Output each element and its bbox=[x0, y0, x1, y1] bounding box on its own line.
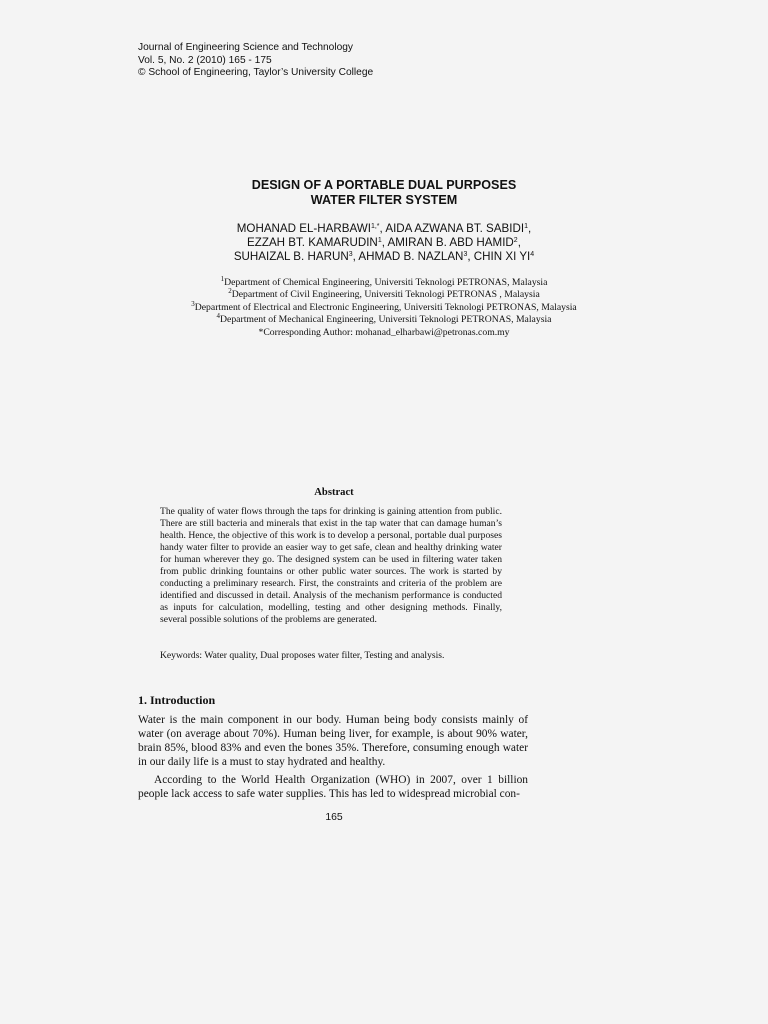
affiliation-text: Department of Mechanical Engineering, Universiti Teknologi PETRONAS, Malaysia bbox=[220, 314, 552, 326]
paper-title bbox=[0, 178, 768, 208]
author-affiliation-mark: 1,* bbox=[370, 223, 380, 230]
author-affiliation-mark: 4 bbox=[530, 251, 535, 259]
keywords: Keywords: Water quality, Dual proposes water filter, Testing and analysis. bbox=[160, 650, 445, 661]
paragraph: According to the World Health Organization (WHO) in 2007, over 1 billion people lack access to safe water supplies. This has led to widespread microbial con- bbox=[138, 773, 528, 800]
author-name: AHMAD B. NAZLAN bbox=[358, 250, 464, 264]
author-separator: , bbox=[379, 222, 386, 235]
author-name: EZZAH BT. KAMARUDIN bbox=[247, 236, 378, 250]
author-separator: , bbox=[527, 222, 532, 235]
affiliation-text: Department of Chemical Engineering, Universiti Teknologi PETRONAS, Malaysia bbox=[224, 277, 548, 288]
affiliation-mark: 3 bbox=[191, 299, 195, 308]
journal-name: Journal of Engineering Science and Technology bbox=[138, 42, 354, 53]
author-list bbox=[0, 222, 768, 265]
author-line bbox=[0, 250, 768, 264]
affiliation bbox=[0, 314, 768, 326]
affiliation-mark: 1 bbox=[220, 275, 225, 283]
journal-volume: Vol. 5, No. 2 (2010) 165 - 175 bbox=[138, 54, 272, 66]
author-separator: , bbox=[517, 236, 521, 250]
author-name: CHIN XI YI bbox=[473, 250, 531, 264]
affiliation bbox=[0, 299, 768, 314]
author-name: SUHAIZAL B. HARUN bbox=[233, 250, 349, 264]
abstract-heading: Abstract bbox=[314, 487, 354, 498]
paragraph: Water is the main component in our body. Human being body consists mainly of water (on average about 70%). Human being liver, for example, is about 90% water, brain 85%, blood 83% and even the bones 35%. Therefore, consuming enough water in our daily life is a must to stay hydrated and healthy. bbox=[138, 714, 528, 768]
page-number: 165 bbox=[325, 812, 343, 823]
author-affiliation-mark: 1 bbox=[377, 237, 382, 245]
author-affiliation-mark: 3 bbox=[463, 251, 468, 259]
affiliation bbox=[0, 277, 768, 289]
journal-header bbox=[138, 42, 373, 80]
author-line bbox=[0, 236, 768, 250]
affiliation-mark: 4 bbox=[216, 312, 221, 321]
author-separator: , bbox=[352, 250, 359, 264]
author-separator: , bbox=[381, 236, 388, 250]
author-affiliation-mark: 3 bbox=[348, 251, 353, 259]
affiliation-mark: 2 bbox=[228, 287, 232, 296]
introduction-body bbox=[138, 714, 528, 805]
author-line bbox=[0, 222, 768, 236]
introduction-heading: 1. Introduction bbox=[138, 693, 216, 707]
affiliation-text: Department of Civil Engineering, Universiti Teknologi PETRONAS , Malaysia bbox=[231, 289, 540, 301]
author-name: AIDA AZWANA BT. SABIDI bbox=[385, 222, 525, 235]
abstract-body: The quality of water flows through the taps for drinking is gaining attention from public. There are still bacteria and minerals that exist in the tap water that can damage human’s health. Hence, the objective of this work is to develop a personal, portable dual purposes handy water filter to provide an easier way to get safe, clean and healthy drinking water for human wherever they go. The designed system can be used in filtering water taken from public drinking fountains or other public water sources. The work is started by conducting a preliminary research. First, the constraints and criteria of the problem are identified and discussed in detail. Analysis of the mechanism performance is conducted as inputs for calculation, modelling, testing and other designing methods. Finally, several possible solutions of the problems are generated. bbox=[160, 506, 502, 626]
affiliation bbox=[0, 289, 768, 301]
affiliations bbox=[0, 277, 768, 339]
title-line-2: WATER FILTER SYSTEM bbox=[310, 193, 458, 207]
corresponding-author: *Corresponding Author: mohanad_elharbawi@petronas.com.my bbox=[258, 326, 510, 338]
author-affiliation-mark: 2 bbox=[513, 237, 518, 245]
author-affiliation-mark: 1 bbox=[524, 223, 528, 230]
journal-copyright: © School of Engineering, Taylor’s University College bbox=[138, 67, 374, 79]
title-line-1: DESIGN OF A PORTABLE DUAL PURPOSES bbox=[251, 178, 517, 192]
author-name: MOHANAD EL-HARBAWI bbox=[236, 222, 371, 235]
affiliation-text: Department of Electrical and Electronic Engineering, Universiti Teknologi PETRONAS, Malaysia bbox=[194, 301, 577, 313]
author-name: AMIRAN B. ABD HAMID bbox=[387, 236, 514, 250]
author-separator: , bbox=[467, 250, 474, 264]
